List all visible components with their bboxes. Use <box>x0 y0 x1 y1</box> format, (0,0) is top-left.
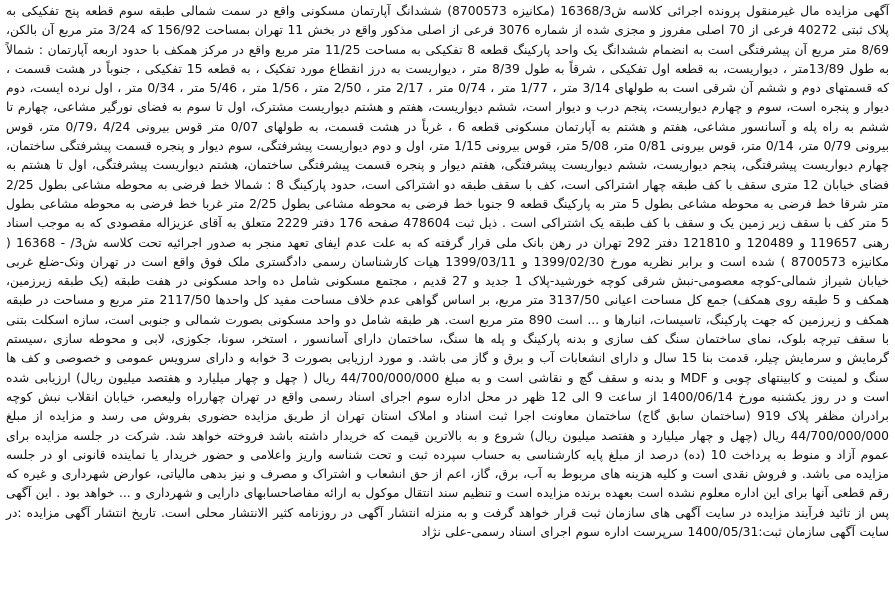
notice-body-text: آگهی مزایده مال غیرمنقول پرونده اجرائی کلاسه ش16368/3 (مکانیزه 8700573) ششدانگ آپارتمان مسکونی واقع در سمت شمالی طبقه سوم قطعه پنج تفکیکی به پلاک ثبتی 40272 فرعی از 70 اصلی مفروز و مجزی شده از شماره 3076 فرعی از اصلی مذکور واقع در بخش 11 تهران بمساحت 156/92 که 3/24 متر مربع آن بالکن، 8/69 متر مربع آن پیشرفتگی است به انضمام ششدانگ یک واحد پارکینگ قطعه 8 تفکیکی به مساحت 11/25 متر مربع واقع در مرکز همکف با حدود اربعه آپارتمان : شمالاً به طول 13/89متر ، دیواریست، به قطعه اول تفکیکی ، شرقاً به طول 8/39 متر ، دیواریست به درز انقطاع مورد تفکیک ، به قطعه 15 تفکیکی ، جنوباً در هشت قسمت ، که قسمتهای دوم و ششم آن شرقی است به طولهای 3/14 متر ، 1/77 متر ، 0/74 متر ، 2/17 متر ، 2/50 متر ، 1/56 متر ، 5/46 متر ، 0/34 متر ، اول نرده ایست، دوم دیوار و پنجره است، سوم و چهارم دیواریست، پنجم درب و دیوار است، ششم دیواریست، هفتم و هشتم دیواریست مشترک، اول تا سوم به فضای نورگیر مشاعی، چهارم تا ششم به راه پله و آسانسور مشاعی، هفتم و هشتم به آپارتمان مسکونی قطعه 6 ، غرباً در هشت قسمت، به طولهای 0/07 متر قوس بیرونی 4/24 ،0/79 متر، قوس بیرونی 0/79 متر، 0/14 متر، قوس بیرونی 0/81 متر، 5/08 متر، قوس بیرونی 1/15 متر، اول و دوم دیواریست پیشرفتگی، سوم دیوار و پنجره قسمت پیشرفتگی ساختمان، چهارم دیواریست پیشرفتگی، پنجم دیواریست، ششم دیواریست پیشرفتگی، هفتم دیوار و پنجره قسمت پیشرفتگی ساختمان، هشتم دیواریست پیشرفتگی، اول تا هشتم به فضای خیابان 12 متری سقف با کف طبقه چهار اشتراکی است، کف با سقف طبقه دو اشتراکی است، حدود پارکینگ 8 : شمالا خط فرضی به محوطه مشاعی بطول 2/25 متر شرقا خط فرضی به محوطه مشاعی بطول 5 متر به پارکینگ قطعه 9 جنوبا خط فرضی به محوطه مشاعی بطول 2/25 متر غربا خط فرضی به محوطه مشاعی بطول 5 متر کف با سقف زیر زمین یک و سقف با کف طبقه یک اشتراکی است . ذیل ثبت 478604 صفحه 176 دفتر 2229 متعلق به آقای عزیزاله مقصودی که به موجب اسناد رهنی 119657 و 120489 و 121810 دفتر 292 تهران در رهن بانک ملی قرار گرفته که به علت عدم ایفای تعهد منجر به صدور اجرائیه تحت کلاسه ش3/ - 16368 ( مکانیزه 8700573 ) شده است و برابر نظریه مورخ 1399/02/30 و 1399/03/11 هیات کارشناسان رسمی دادگستری ملک فوق واقع است در تهران ونک-ضلع غربی خیابان شیراز شمالی-کوچه معصومی-نبش شرقی کوچه خورشید-پلاک 1 جدید و 27 قدیم ، مجتمع مسکونی شامل ده واحد مسکونی در هفت طبقه (یک طبقه زیرزمین، همکف و 5 طبقه روی همکف) جمع کل مساحت اعیانی 3137/50 متر مربع، بر اساس گواهی عدم خلاف مساحت مفید کل واحدها 2117/50 متر مربع و مساحت در طبقه همکف و زیرزمین که جهت پارکینگ، تاسیسات، انبارها و ... است 890 متر مربع است. هر طبقه شامل دو واحد مسکونی بصورت شمالی و جنوبی است، سازه اسکلت بتنی با سقف تیرچه بلوک، نمای ساختمان سنگ کف سازی و بدنه پارکینگ و پله ها سنگ، ساختمان دارای آسانسور ، استخر، سونا، جکوزی، لابی و محوطه سازی ،سیستم گرمایش و سرمایش چیلر، قدمت بنا 15 سال و دارای انشعابات آب و برق و گاز می باشد. و مورد ارزیابی بصورت 3 خوابه و دارای سرویس عمومی و خصوصی و کف ها سنگ و لمینت و کابینتهای چوبی و MDF و بدنه و سقف گچ و نقاشی است و به مبلغ 44/700/000/000 ریال ( چهل و چهار میلیارد و هفتصد میلیون ریال) ارزیابی شده است و در روز یکشنبه مورخ 1400/06/14 از ساعت 9 الی 12 ظهر در محل اداره سوم اجرای اسناد رسمی واقع در تهران چهارراه ولیعصر، خیابان انقلاب نبش کوچه برادران مظفر پلاک 919 (ساختمان سابق گاج) ساختمان معاونت اجرا ثبت اسناد و املاک استان تهران از طریق مزایده حضوری بفروش می رسد و مزایده از مبلغ 44/700/000/000 ریال (چهل و چهار میلیارد و هفتصد میلیون ریال) شروع و به بالاترین قیمت که خریدار داشته باشد فروخته خواهد شد. شرکت در جلسه مزایده برای عموم آزاد و منوط به پرداخت 10 (ده) درصد از مبلغ پایه کارشناسی به حساب سپرده ثبت و تحت شناسه واریز واعلامی و حضور خریدار یا نماینده قانونی او در جلسه مزایده می باشد. و فروش نقدی است و کلیه هزینه های مربوط به آب، برق، گاز، اعم از حق انشعاب و اشتراک و مصرف و نیز بدهی مالیاتی، عوارض شهرداری و غیره که رقم قطعی آنها برای این اداره معلوم نشده است بعهده برنده مزایده است و تنظیم سند انتقال موکول به ارائه مفاصاحسابهای دارایی و شهرداری و ... خواهد بود . این آگهی پس از تائید فرآیند مزایده در سایت آگهی های سازمان ثبت قرار خواهد گرفت و به منزله انتشار آگهی در روزنامه کثیر الانتشار محلی است. تاریخ انتشار آگهی مزایده :در سایت آگهی سازمان ثبت:1400/05/31 سرپرست اداره سوم اجرای اسناد رسمی-علی نژاد <box>6 4 890 540</box>
